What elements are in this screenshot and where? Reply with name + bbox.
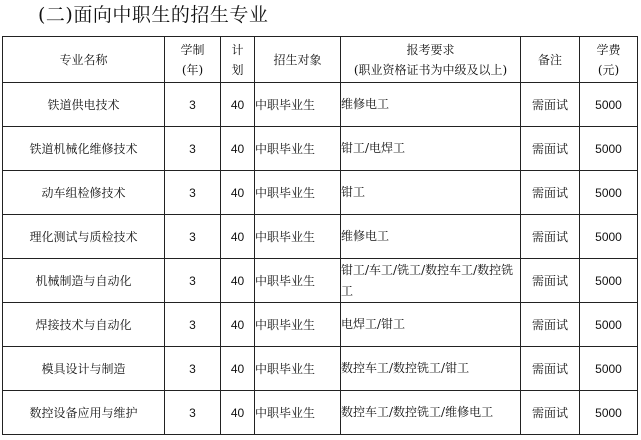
table-row bbox=[3, 259, 638, 303]
cell-fee: 5000 bbox=[580, 127, 638, 171]
cell-years: 3 bbox=[165, 303, 221, 347]
cell-years: 3 bbox=[165, 83, 221, 127]
cell-requirement: 电焊工/钳工 bbox=[341, 303, 521, 347]
cell-quota: 40 bbox=[221, 127, 255, 171]
cell-target: 中职毕业生 bbox=[255, 171, 341, 215]
cell-target: 中职毕业生 bbox=[255, 347, 341, 391]
header-target: 招生对象 bbox=[255, 37, 341, 83]
header-requirement: 报考要求 (职业资格证书为中级及以上) bbox=[341, 37, 521, 83]
cell-fee: 5000 bbox=[580, 347, 638, 391]
cell-target: 中职毕业生 bbox=[255, 215, 341, 259]
cell-major: 动车组检修技术 bbox=[3, 171, 165, 215]
cell-years: 3 bbox=[165, 215, 221, 259]
table-row bbox=[3, 347, 638, 391]
header-note: 备注 bbox=[521, 37, 580, 83]
cell-quota: 40 bbox=[221, 391, 255, 435]
cell-years: 3 bbox=[165, 127, 221, 171]
cell-target: 中职毕业生 bbox=[255, 127, 341, 171]
cell-major: 模具设计与制造 bbox=[3, 347, 165, 391]
cell-major: 铁道机械化维修技术 bbox=[3, 127, 165, 171]
cell-major: 机械制造与自动化 bbox=[3, 259, 165, 303]
cell-requirement: 数控车工/数控铣工/钳工 bbox=[341, 347, 521, 391]
cell-major: 铁道供电技术 bbox=[3, 83, 165, 127]
cell-fee: 5000 bbox=[580, 83, 638, 127]
table-row bbox=[3, 215, 638, 259]
cell-requirement: 钳工/车工/铣工/数控车工/数控铣工 bbox=[341, 259, 521, 303]
table-header bbox=[3, 37, 638, 83]
table-row bbox=[3, 391, 638, 435]
cell-major: 焊接技术与自动化 bbox=[3, 303, 165, 347]
cell-note: 需面试 bbox=[521, 391, 580, 435]
cell-requirement: 钳工/电焊工 bbox=[341, 127, 521, 171]
cell-requirement: 钳工 bbox=[341, 171, 521, 215]
table-row bbox=[3, 303, 638, 347]
cell-target: 中职毕业生 bbox=[255, 259, 341, 303]
cell-note: 需面试 bbox=[521, 303, 580, 347]
cell-target: 中职毕业生 bbox=[255, 391, 341, 435]
cell-requirement: 维修电工 bbox=[341, 215, 521, 259]
cell-note: 需面试 bbox=[521, 259, 580, 303]
header-quota: 计 划 bbox=[221, 37, 255, 83]
cell-note: 需面试 bbox=[521, 171, 580, 215]
cell-requirement: 维修电工 bbox=[341, 83, 521, 127]
cell-quota: 40 bbox=[221, 171, 255, 215]
cell-quota: 40 bbox=[221, 347, 255, 391]
cell-fee: 5000 bbox=[580, 303, 638, 347]
table-row bbox=[3, 127, 638, 171]
cell-fee: 5000 bbox=[580, 391, 638, 435]
cell-years: 3 bbox=[165, 347, 221, 391]
cell-requirement: 数控车工/数控铣工/维修电工 bbox=[341, 391, 521, 435]
cell-years: 3 bbox=[165, 259, 221, 303]
table-body bbox=[3, 83, 638, 435]
header-years: 学制 (年) bbox=[165, 37, 221, 83]
cell-quota: 40 bbox=[221, 303, 255, 347]
table-row bbox=[3, 171, 638, 215]
cell-years: 3 bbox=[165, 171, 221, 215]
cell-target: 中职毕业生 bbox=[255, 83, 341, 127]
cell-fee: 5000 bbox=[580, 215, 638, 259]
header-fee: 学费 (元) bbox=[580, 37, 638, 83]
page-title: (二)面向中职生的招生专业 bbox=[38, 4, 269, 26]
cell-quota: 40 bbox=[221, 215, 255, 259]
cell-note: 需面试 bbox=[521, 83, 580, 127]
cell-fee: 5000 bbox=[580, 171, 638, 215]
cell-note: 需面试 bbox=[521, 347, 580, 391]
cell-target: 中职毕业生 bbox=[255, 303, 341, 347]
header-major: 专业名称 bbox=[3, 37, 165, 83]
cell-years: 3 bbox=[165, 391, 221, 435]
cell-major: 数控设备应用与维护 bbox=[3, 391, 165, 435]
table-row bbox=[3, 83, 638, 127]
cell-major: 理化测试与质检技术 bbox=[3, 215, 165, 259]
cell-quota: 40 bbox=[221, 83, 255, 127]
header-row bbox=[3, 37, 638, 83]
cell-quota: 40 bbox=[221, 259, 255, 303]
cell-note: 需面试 bbox=[521, 127, 580, 171]
admissions-table bbox=[2, 36, 638, 435]
cell-fee: 5000 bbox=[580, 259, 638, 303]
cell-note: 需面试 bbox=[521, 215, 580, 259]
